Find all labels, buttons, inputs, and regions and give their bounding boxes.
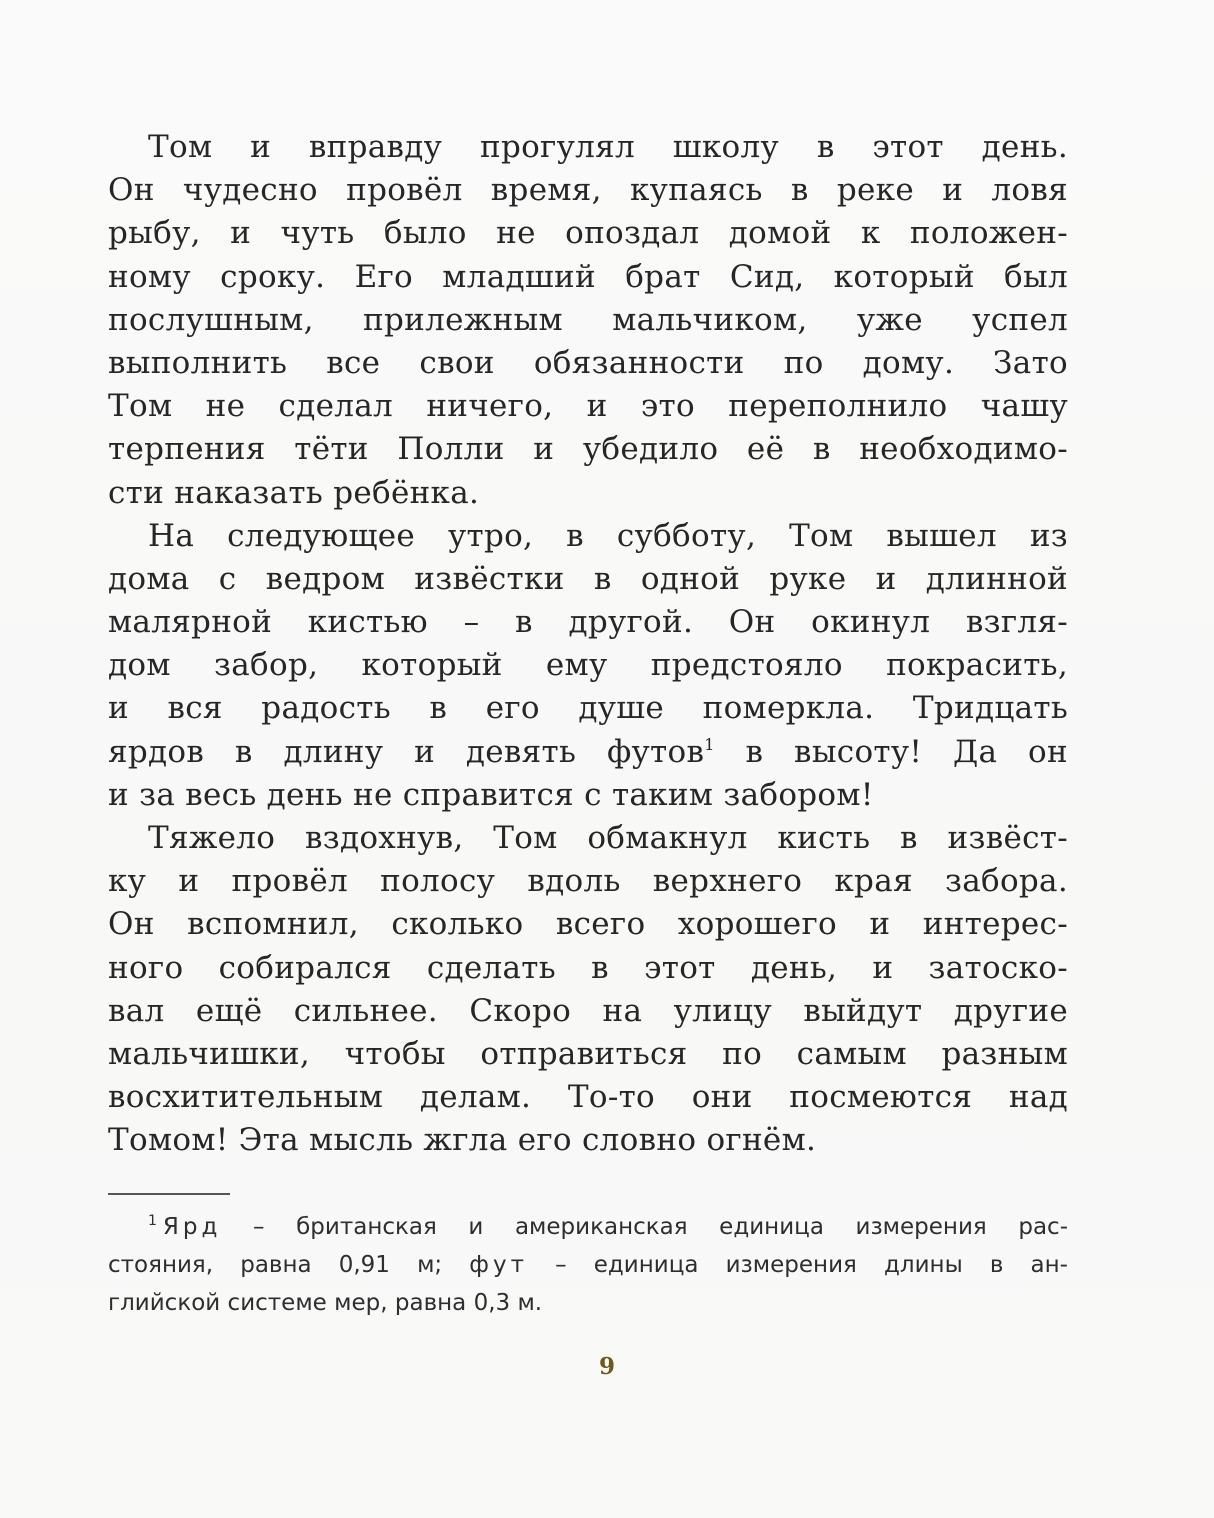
footnote-reference[interactable]: 1 <box>704 734 715 754</box>
text-line: ного собирался сделать в этот день, и затоско- <box>108 949 1068 986</box>
text-line: малярной кистью – в другой. Он окинул взгля- <box>108 604 1068 641</box>
text-line: послушным, прилежным мальчиком, уже успел <box>108 301 1068 338</box>
text-line: выполнить все свои обязанности по дому. Зато <box>108 344 1068 381</box>
text-line: Томом! Эта мысль жгла его словно огнём. <box>108 1122 817 1159</box>
footnote-line <box>108 1246 1068 1284</box>
footnote-line <box>108 1208 1068 1246</box>
text-line: Он чудесно провёл время, купаясь в реке и ловя <box>108 172 1068 209</box>
text-line: дома с ведром извёстки в одной руке и длинной <box>108 560 1068 597</box>
footnote-term: Ярд <box>162 1214 222 1240</box>
text-line: восхитительным делам. То-то они посмеются над <box>108 1079 1068 1116</box>
text-line: и за весь день не справится с таким забором! <box>108 776 874 813</box>
text-line: Тяжело вздохнув, Том обмакнул кисть в извёст- <box>148 820 1068 856</box>
text-line: дом забор, который ему предстояло покрасить, <box>108 647 1068 684</box>
text-line: мальчишки, чтобы отправиться по самым разным <box>108 1035 1068 1072</box>
footnote-mark: 1 <box>148 1213 157 1229</box>
body-text <box>108 126 1068 1163</box>
page-number: 9 <box>598 1353 615 1380</box>
text-line: вал ещё сильнее. Скоро на улицу выйдут другие <box>108 992 1068 1029</box>
footnote-text: стояния, равна 0,91 м; <box>108 1252 470 1278</box>
text-line-with-footnote-ref <box>108 731 1068 774</box>
footnote-term: фут <box>469 1252 528 1278</box>
footnote-text: – единица измерения длины в ан- <box>527 1252 1068 1278</box>
text-line: На следующее утро, в субботу, Том вышел из <box>148 517 1068 554</box>
footnote-line: глийской системе мер, равна 0,3 м. <box>108 1290 543 1316</box>
text-line: ку и провёл полосу вдоль верхнего края забора. <box>108 863 1068 900</box>
text-segment: в высоту! Да он <box>714 733 1068 770</box>
text-line: и вся радость в его душе померкла. Тридцать <box>108 690 1068 727</box>
text-line: Том и вправду прогулял школу в этот день. <box>148 129 1068 165</box>
text-line: ному сроку. Его младший брат Сид, который был <box>108 258 1068 295</box>
footnote-text: – британская и американская единица измерения рас- <box>221 1214 1068 1240</box>
text-line: сти наказать ребёнка. <box>108 474 480 511</box>
text-line: рыбу, и чуть было не опоздал домой к положен- <box>108 215 1068 252</box>
text-line: Он вспомнил, сколько всего хорошего и интерес- <box>108 906 1068 943</box>
footnote <box>108 1208 1068 1322</box>
text-segment: ярдов в длину и девять футов <box>108 733 705 770</box>
text-line: терпения тёти Полли и убедило её в необходимо- <box>108 431 1068 468</box>
text-line: Том не сделал ничего, и это переполнило чашу <box>108 388 1068 425</box>
footnote-divider <box>108 1193 230 1195</box>
